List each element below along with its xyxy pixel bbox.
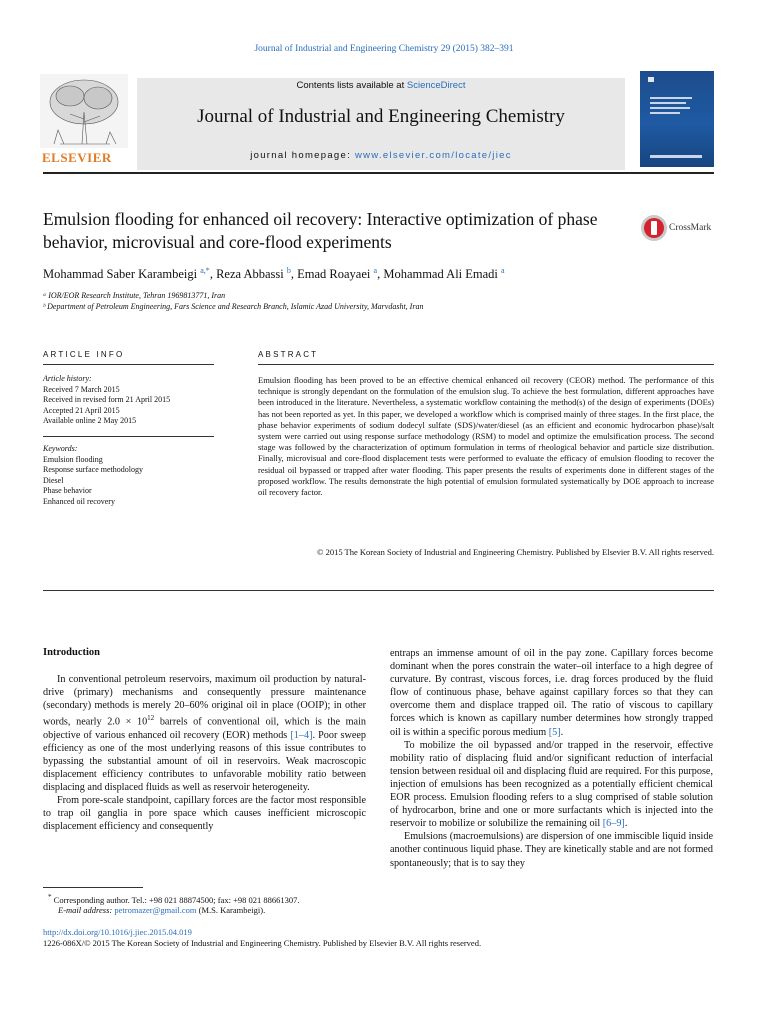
crossmark-label[interactable]: CrossMark (669, 223, 712, 233)
header-divider (43, 172, 714, 174)
history-label: Article history: (43, 374, 92, 383)
article-title: Emulsion flooding for enhanced oil recovery: Interactive optimization of phase behavior, microvisual and core-flood experiments (43, 209, 598, 252)
author-name[interactable]: Reza Abbassi (216, 267, 284, 282)
keyword: Emulsion flooding (43, 454, 103, 464)
section-heading-introduction: Introduction (43, 647, 100, 658)
keywords-divider (43, 436, 214, 437)
footnote-marker: * (48, 893, 52, 901)
author-affiliation-marker[interactable]: a,* (200, 266, 210, 275)
author-affiliation-marker[interactable]: b (286, 266, 291, 275)
doi-link[interactable]: http://dx.doi.org/10.1016/j.jiec.2015.04.019 (43, 927, 192, 937)
abstract-divider (258, 364, 714, 365)
author-affiliation-marker[interactable]: a (373, 266, 378, 275)
homepage-link[interactable]: www.elsevier.com/locate/jiec (354, 150, 512, 161)
email-label: E-mail address: (58, 905, 115, 915)
paragraph-text: entraps an immense amount of oil in the pay zone. Capillary forces become dominant when the pores constrain the water–oil interface to a high degree of curvature. By contrast, viscous forces, i.e. drag forces produced by the fluid flow of continuous phase, behave against capillary forces so that they can overcome them and displace trapped oil. The ratio of viscous to capillary forces which is known as capillary number determines how strongly trapped oil is within a specific porous medium (390, 648, 713, 738)
keyword: Diesel (43, 475, 64, 485)
affiliation-b: ᵇ Department of Petroleum Engineering, Fars Science and Research Branch, Islamic Azad University, Marvdasht, Iran (43, 302, 424, 311)
history-item: Accepted 21 April 2015 (43, 405, 120, 415)
sciencedirect-link[interactable]: ScienceDirect (406, 80, 466, 91)
author-affiliation-marker[interactable]: a (501, 266, 505, 275)
issn-copyright: 1226-086X/© 2015 The Korean Society of Industrial and Engineering Chemistry. Published by Elsevier B.V. All rights reserved. (43, 938, 482, 948)
keyword: Enhanced oil recovery (43, 496, 115, 506)
body-paragraph (390, 739, 713, 831)
article-info-heading: ARTICLE INFO (43, 350, 125, 359)
paragraph-text: To mobilize the oil bypassed and/or trapped in the reservoir, effective mobility ratio of displacing fluid and/or significant reduction of interfacial tension between residual oil and displacing fluid are required. For this purpose, injection of emulsions has been recognized as a potentially efficient chemical EOR process. Emulsion flooding refers to a slug comprised of stable solution of hydrocarbon, brine and one or more surfactants which is injected into the reservoir to mobilize or solubilize the remaining oil (390, 739, 713, 830)
elsevier-wordmark: ELSEVIER (42, 150, 112, 165)
body-paragraph (390, 647, 713, 739)
paragraph-text: In conventional petroleum reservoirs, maximum oil production by natural-drive (primary) mechanisms and consequently pressure maintenance (secondary) methods is merely 20–60% original oil in place (OOIP); in other words, nearly 2.0 × 10 (43, 674, 366, 728)
author-list: Mohammad Saber Karambeigi $^{a,*}$, Reza Abbassi $^b$, Emad Roayaei $^a$, Mohammad Ali Emadi $^a$ (43, 266, 505, 282)
paragraph-text: . (624, 818, 628, 830)
email-suffix: (M.S. Karambeigi). (196, 905, 266, 915)
article-info-divider (43, 364, 214, 365)
keyword: Response surface methodology (43, 465, 143, 475)
body-paragraph: From pore-scale standpoint, capillary forces are the factor most responsible to trap oil ganglia in pore space which causes inefficient microscopic displacement efficiency and consequently (43, 795, 366, 833)
citation-link[interactable]: [1–4] (290, 729, 313, 741)
body-column-left (43, 673, 366, 834)
article-history (43, 374, 223, 427)
body-paragraph: Emulsions (macroemulsions) are dispersion of one immiscible liquid inside another continuous liquid phase. They are kinetically stable and are not formed spontaneously; that is to say they (390, 831, 713, 869)
paragraph-text: barrels of conventional oil, which is the main objective of various enhanced oil recovery (EOR) methods (43, 716, 366, 741)
citation-link[interactable]: [6–9] (602, 818, 625, 830)
paragraph-text: . Poor sweep efficiency as one of the most underlying reasons of this issue contributes to bypassing the substantial amount of oil in reservoirs. Weak macroscopic displacement efficiency contributes to unfavorable mobility ratio between displacing and displaced fluids as well as reservoir heterogeneity. (43, 729, 366, 794)
footnote-divider (43, 887, 143, 888)
homepage-line (137, 150, 625, 161)
front-matter-divider (43, 590, 714, 591)
body-paragraph (43, 673, 366, 794)
contents-prefix: Contents lists available at (296, 80, 407, 91)
exponent: 12 (147, 714, 155, 723)
keyword: Phase behavior (43, 486, 92, 496)
paragraph-text: . (560, 726, 564, 738)
abstract-heading: ABSTRACT (258, 350, 319, 359)
history-item: Received 7 March 2015 (43, 384, 120, 394)
history-item: Available online 2 May 2015 (43, 416, 137, 426)
journal-cover-image[interactable] (640, 71, 714, 167)
journal-citation-link[interactable]: Journal of Industrial and Engineering Chemistry 29 (2015) 382–391 (254, 44, 514, 54)
citation-link[interactable]: [5] (548, 726, 561, 738)
homepage-prefix: journal homepage: (250, 150, 355, 161)
corresponding-author-note (48, 893, 300, 905)
author-name[interactable]: Mohammad Ali Emadi (383, 267, 498, 282)
keywords-block (43, 444, 223, 508)
footnote-text: Corresponding author. Tel.: +98 021 88874500; fax: +98 021 88661307. (51, 894, 300, 905)
body-column-right (390, 647, 713, 870)
history-item: Received in revised form 21 April 2015 (43, 395, 171, 405)
cover-graphic (640, 71, 714, 167)
contents-line (137, 80, 625, 91)
email-note (58, 905, 265, 915)
keywords-label: Keywords: (43, 444, 78, 453)
abstract-copyright: © 2015 The Korean Society of Industrial and Engineering Chemistry. Published by Elsevier B.V. All rights reserved. (317, 547, 714, 557)
abstract-text: Emulsion flooding has been proved to be an effective chemical enhanced oil recovery (CEOR) method. The performance of this technique is strongly dependant on the formulation of the emulsion slug. To achieve the best formulation, different approaches have been introduced in the literature. Nevertheless, a systematic workflow containing the method(s) of the design of experiments (DOEs) has not been reported as yet. In this paper, we developed a workflow which is comprised mainly of three stages. In the first place, the phase behavior experiments of sodium dodecyl sulfate (SDS)/water/diesel (as an efficient and economic hydrocarbon phase)/salt system were carried out using response surface methodology (RSM) to model and optimize the emulsification process. The second stage was followed by the characterization of optimum formulation in terms of rheological behavior and particle size distribution. Finally, microvisual and core-flood displacement tests were performed to evaluate the efficacy of emulsion flooding to recover the residual oil bypassed or trapped after water flooding. This paper presents the results of experiments done in different stages of the proposed workflow. The results demonstrate the high potential of emulsion formulated systematically by DOE approach to increase oil recovery factor. (258, 375, 714, 498)
journal-title: Journal of Industrial and Engineering Chemistry (197, 106, 565, 127)
author-name[interactable]: Emad Roayaei (297, 267, 371, 282)
affiliation-a: ᵃ IOR/EOR Research Institute, Tehran 1969813771, Iran (43, 291, 226, 300)
author-name[interactable]: Mohammad Saber Karambeigi (43, 267, 198, 282)
email-link[interactable]: petromazer@gmail.com (114, 905, 197, 915)
